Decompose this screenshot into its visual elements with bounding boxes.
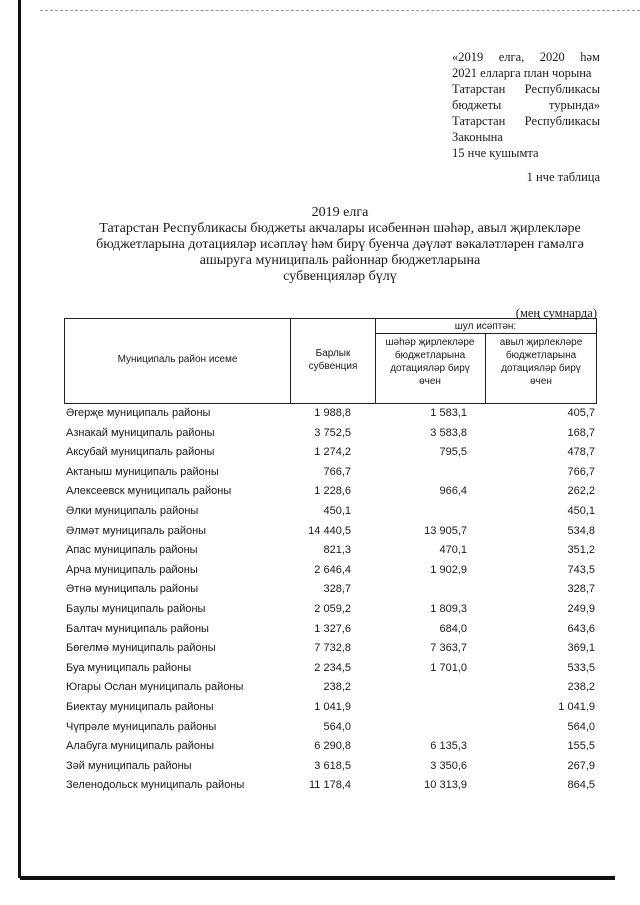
- table-row: [66, 482, 598, 502]
- cell-rural: 238,2: [567, 681, 595, 694]
- table-row: [66, 737, 598, 757]
- cell-city: 1 809,3: [430, 602, 467, 615]
- table-row: [66, 561, 598, 581]
- table-row: [66, 776, 598, 796]
- header-divider: [485, 333, 486, 403]
- cell-district-name: Азнакай муниципаль районы: [66, 426, 215, 439]
- cell-total: 450,1: [323, 504, 351, 517]
- table-body: [66, 404, 598, 796]
- cell-district-name: Чүпрәле муниципаль районы: [66, 720, 217, 733]
- cell-total: 11 178,4: [308, 779, 351, 792]
- cell-district-name: Әгерҗе муниципаль районы: [66, 407, 211, 419]
- appendix-line: [452, 65, 600, 81]
- title-line-4: субвенцияләр бүлү: [283, 269, 397, 284]
- cell-total: 238,2: [323, 681, 351, 694]
- appendix-line: [452, 113, 600, 129]
- appendix-word: Республикасы: [524, 114, 600, 128]
- cell-city: 684,0: [439, 622, 467, 635]
- cell-district-name: Буа муниципаль районы: [66, 661, 192, 674]
- document-title: [60, 205, 620, 285]
- header-divider: [290, 319, 291, 403]
- appendix-reference: [452, 49, 600, 161]
- cell-city: 1 902,9: [430, 563, 467, 576]
- cell-total: 1 988,8: [314, 407, 351, 419]
- table-row: [66, 522, 598, 542]
- cell-city: 1 701,0: [430, 661, 467, 674]
- table-row: [66, 659, 598, 679]
- cell-total: 2 646,4: [314, 563, 351, 576]
- cell-total: 2 234,5: [314, 661, 351, 674]
- cell-total: 6 290,8: [314, 740, 351, 753]
- cell-district-name: Апас муниципаль районы: [66, 544, 198, 557]
- table-row: [66, 541, 598, 561]
- cell-district-name: Биектау муниципаль районы: [66, 700, 214, 713]
- cell-city: 13 905,7: [424, 524, 467, 537]
- title-line-3: ашыруга муниципаль районнар бюджетларына: [199, 253, 481, 268]
- cell-rural: 534,8: [567, 524, 595, 537]
- appendix-line: [452, 97, 600, 113]
- cell-city: 3 583,8: [430, 426, 467, 439]
- header-total: Барлык субвенция: [308, 348, 358, 372]
- cell-district-name: Балтач муниципаль районы: [66, 622, 209, 635]
- table-row: [66, 639, 598, 659]
- cell-city: 10 313,9: [424, 779, 467, 792]
- table-row: [66, 463, 598, 483]
- cell-district-name: Бөгелмә муниципаль районы: [66, 642, 216, 655]
- header-including: шул исәптән:: [454, 321, 517, 332]
- cell-total: 328,7: [323, 583, 351, 596]
- appendix-line: [452, 129, 600, 145]
- cell-district-name: Алабуга муниципаль районы: [66, 740, 214, 753]
- table-row: [66, 404, 598, 424]
- cell-total: 2 059,2: [314, 602, 351, 615]
- cell-total: 1 041,9: [314, 700, 351, 713]
- cell-district-name: Зәй муниципаль районы: [66, 759, 192, 772]
- cell-rural: 743,5: [567, 563, 595, 576]
- cell-district-name: Алексеевск муниципаль районы: [66, 485, 232, 498]
- title-line-2: бюджетларына дотацияләр исәпләү һәм бирү буенча дәүләт вәкаләтләрен гамәлгә: [96, 237, 584, 252]
- cell-rural: 262,2: [567, 485, 595, 498]
- cell-total: 766,7: [323, 465, 351, 478]
- header-rural: авыл җирлекләре бюджетларына дотацияләр бирү өчен: [499, 337, 583, 387]
- appendix-word: 2020: [539, 50, 565, 64]
- appendix-word: Законына: [452, 130, 503, 144]
- header-name: Муниципаль район исеме: [117, 354, 238, 365]
- scan-edge-top: [40, 10, 640, 12]
- cell-rural: 766,7: [567, 465, 595, 478]
- appendix-word: елга,: [498, 50, 525, 64]
- cell-city: 1 583,1: [430, 407, 467, 419]
- header-city: шәһәр җирлекләре бюджетларына дотацияләр бирү өчен: [385, 337, 475, 387]
- scan-edge-bottom: [20, 876, 615, 880]
- title-line-1: Татарстан Республикасы бюджеты акчалары исәбеннән шәһәр, авыл җирлекләре: [99, 221, 581, 236]
- cell-total: 1 228,6: [314, 485, 351, 498]
- cell-city: 470,1: [439, 544, 467, 557]
- cell-district-name: Әлки муниципаль районы: [66, 504, 199, 517]
- cell-district-name: Зеленодольск муниципаль районы: [66, 779, 245, 792]
- cell-rural: 328,7: [567, 583, 595, 596]
- appendix-word: Татарстан: [452, 114, 506, 128]
- cell-total: 821,3: [323, 544, 351, 557]
- appendix-line: [452, 81, 600, 97]
- appendix-word: Республикасы: [524, 82, 600, 96]
- cell-rural: 478,7: [567, 446, 595, 459]
- table-row: [66, 757, 598, 777]
- cell-rural: 267,9: [567, 759, 595, 772]
- appendix-line: [452, 145, 600, 161]
- title-year: 2019 елга: [311, 205, 369, 220]
- table-row: [66, 580, 598, 600]
- scan-edge-left: [18, 0, 21, 878]
- table-row: [66, 424, 598, 444]
- table-row: [66, 620, 598, 640]
- cell-rural: 249,9: [567, 602, 595, 615]
- appendix-line: [452, 49, 600, 65]
- cell-district-name: Арча муниципаль районы: [66, 563, 198, 576]
- cell-rural: 155,5: [567, 740, 595, 753]
- cell-district-name: Актаныш муниципаль районы: [66, 465, 219, 478]
- cell-rural: 864,5: [567, 779, 595, 792]
- appendix-word: бюджеты: [452, 98, 502, 112]
- cell-city: 3 350,6: [430, 759, 467, 772]
- cell-total: 3 618,5: [314, 759, 351, 772]
- cell-district-name: Баулы муниципаль районы: [66, 602, 206, 615]
- cell-rural: 351,2: [567, 544, 595, 557]
- cell-total: 1 274,2: [314, 446, 351, 459]
- cell-total: 14 440,5: [308, 524, 351, 537]
- cell-city: 7 363,7: [430, 642, 467, 655]
- cell-rural: 450,1: [567, 504, 595, 517]
- table-row: [66, 698, 598, 718]
- cell-district-name: Әтнә муниципаль районы: [66, 583, 199, 596]
- table-row: [66, 502, 598, 522]
- table-row: [66, 443, 598, 463]
- cell-district-name: Аксубай муниципаль районы: [66, 446, 215, 459]
- header-divider: [375, 333, 596, 334]
- appendix-word: 2021 елларга план чорына: [452, 66, 592, 80]
- appendix-word: һәм: [580, 50, 600, 64]
- table-header: [64, 318, 597, 404]
- table-number: 1 нче таблица: [526, 170, 600, 184]
- units-label: (мең сумнарда): [515, 306, 597, 320]
- table-row: [66, 678, 598, 698]
- cell-total: 3 752,5: [314, 426, 351, 439]
- cell-city: 6 135,3: [430, 740, 467, 753]
- cell-rural: 405,7: [567, 407, 595, 419]
- cell-district-name: Югары Ослан муниципаль районы: [66, 681, 244, 694]
- cell-rural: 168,7: [567, 426, 595, 439]
- table-row: [66, 600, 598, 620]
- cell-city: 966,4: [439, 485, 467, 498]
- cell-district-name: Әлмәт муниципаль районы: [66, 524, 207, 537]
- cell-city: 795,5: [439, 446, 467, 459]
- cell-total: 1 327,6: [314, 622, 351, 635]
- cell-total: 7 732,8: [314, 642, 351, 655]
- cell-rural: 564,0: [567, 720, 595, 733]
- cell-rural: 1 041,9: [558, 700, 595, 713]
- cell-rural: 643,6: [567, 622, 595, 635]
- appendix-word: «2019: [452, 50, 484, 64]
- appendix-word: 15 нче кушымта: [452, 146, 539, 160]
- cell-total: 564,0: [323, 720, 351, 733]
- appendix-word: Татарстан: [452, 82, 506, 96]
- appendix-word: турында»: [548, 98, 600, 112]
- table-row: [66, 718, 598, 738]
- cell-rural: 533,5: [567, 661, 595, 674]
- cell-rural: 369,1: [567, 642, 595, 655]
